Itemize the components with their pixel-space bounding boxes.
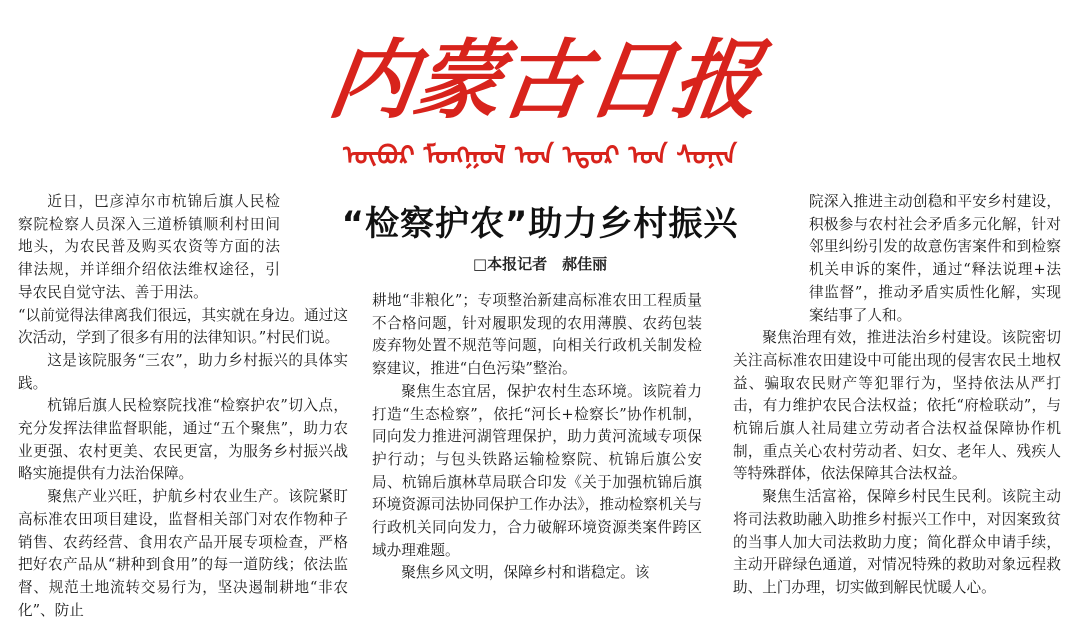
paragraph: 聚焦生活富裕，保障乡村民生民利。该院主动将司法救助融入助推乡村振兴工作中，对因案致贫的当事人加大司法救助力度；简化群众申请手续，主动开辟绿色通道，对情况特殊的救助对象远程救助、上门办理，切实做到解民忧暖人心。 xyxy=(733,488,1061,596)
masthead-title: 内蒙古日报 xyxy=(322,30,767,131)
paragraph: 院深入推进主动创稳和平安乡村建设，积极参与农村社会矛盾多元化解，针对邻里纠纷引发的故意伤害案件和到检察机关申诉的案件，通过“释法说理+法律监督”，推动矛盾实质性化解，实现案结事了人和。 xyxy=(809,193,1061,324)
article-column-3 xyxy=(733,191,1061,600)
article-headline: “检察护农”助力乡村振兴 xyxy=(341,204,739,244)
paragraph: 聚焦生态宜居，保护农村生态环境。该院着力打造“生态检察”，依托“河长+检察长”协作机制，同向发力推进河湖管理保护，助力黄河流域专项保护行动；与包头铁路运输检察院、杭锦后旗公安局、杭锦后旗林草局联合印发《关于加强杭锦后旗环境资源司法协同保护工作办法》，推动检察机关与行政机关同向发力，合力破解环境资源类案件跨区域办理难题。 xyxy=(372,382,702,559)
paragraph: 聚焦产业兴旺，护航乡村农业生产。该院紧盯高标准农田项目建设，监督相关部门对农作物种子销售、农药经营、食用农产品开展专项检查，严格把好农产品从“耕种到食用”的每一道防线；依法监督、规范土地流转交易行为，坚决遏制耕地“非农化”、防止 xyxy=(18,488,348,619)
paragraph: 耕地“非粮化”；专项整治新建高标准农田工程质量不合格问题，针对履职发现的农用薄膜、农药包装废弃物处置不规范等问题，向相关行政机关制发检察建议，推进“白色污染”整治。 xyxy=(372,292,702,378)
article-byline: □本报记者 郝佳丽 xyxy=(472,255,608,273)
article-column-1 xyxy=(18,191,348,622)
paragraph: 这是该院服务“三农”，助力乡村振兴的具体实践。 xyxy=(18,351,348,392)
article-column-2 xyxy=(372,290,702,585)
paragraph: 近日，巴彦淖尔市杭锦后旗人民检察院检察人员深入三道桥镇顺利村田间地头，为农民普及购买农资等方面的法律法规，并详细介绍依法维权途径，引导农民自觉守法、善于用法。 xyxy=(18,193,280,301)
paragraph: 聚焦乡风文明，保障乡村和谐稳定。该 xyxy=(401,564,650,582)
paragraph: “以前觉得法律离我们很远，其实就在身边。通过这次活动，学到了很多有用的法律知识。”村民们说。 xyxy=(18,306,348,347)
masthead xyxy=(322,14,767,174)
paragraph: 聚焦治理有效，推进法治乡村建设。该院密切关注高标准农田建设中可能出现的侵害农民土地权益、骗取农民财产等犯罪行为，坚持依法从严打击，有力维护农民合法权益；依托“府检联动”，与杭锦后旗人社局建立劳动者合法权益保障协作机制，重点关心农村劳动者、妇女、老年人、残疾人等特殊群体，依法保障其合法权益。 xyxy=(733,329,1061,483)
paragraph: 杭锦后旗人民检察院找准“检察护农”切入点，充分发挥法律监督职能，通过“五个聚焦”，助力农业更强、农村更美、农民更富，为服务乡村振兴战略实施提供有力法治保障。 xyxy=(18,397,348,483)
masthead-mongolian: ᠥᠪᠦᠷ ᠮᠣᠩᠭᠣᠯ ᠤᠨ ᠡᠳᠦᠷ ᠤᠨ ᠰᠣᠨᠢᠨ xyxy=(343,141,737,171)
masthead-logo xyxy=(322,14,767,174)
